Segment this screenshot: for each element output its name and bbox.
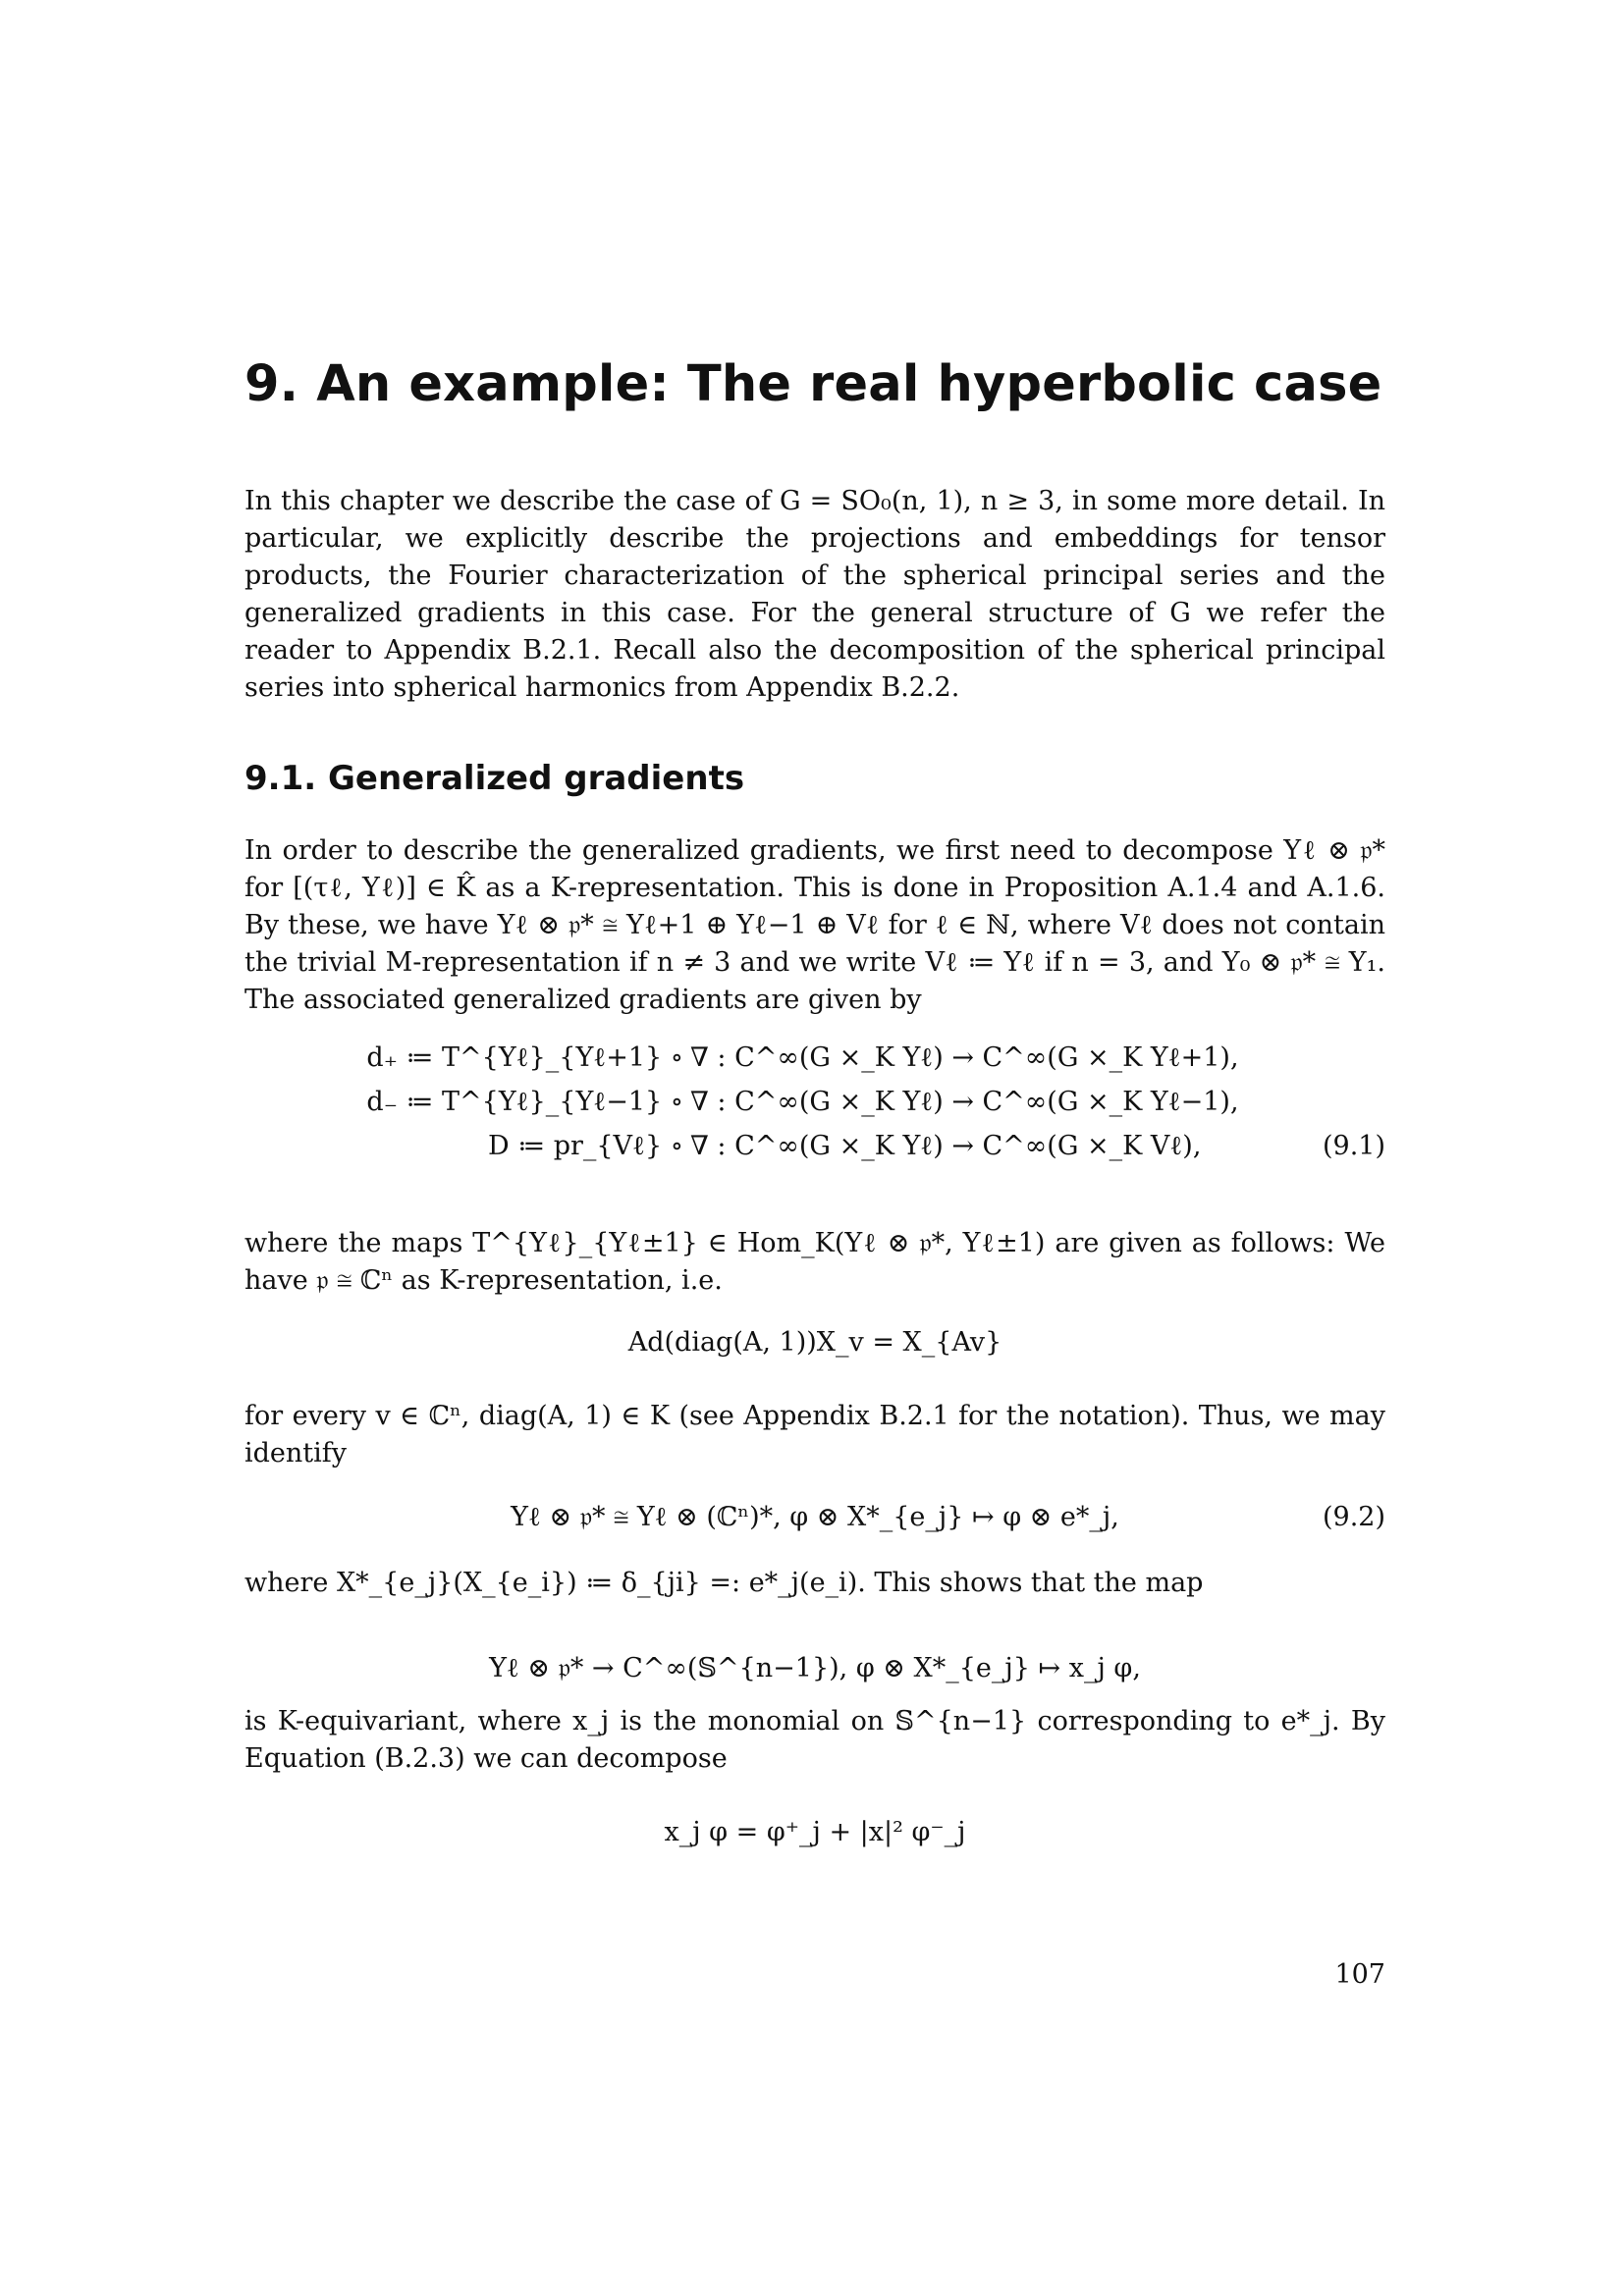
section-paragraph-4: where X*_{e_j}(X_{e_i}) ≔ δ_{ji} =: e*_j(e_i). This shows that the map	[244, 1568, 1204, 1598]
equation-9-2-text: Yℓ ⊗ 𝔭* ≅ Yℓ ⊗ (ℂⁿ)*, φ ⊗ X*_{e_j} ↦ φ ⊗ e*_j,	[511, 1502, 1119, 1532]
equation-lhs: D ≔ pr_{Vℓ} ∘	[487, 1131, 683, 1161]
equation-rhs: ∇ : C^∞(G ×_K Yℓ) → C^∞(G ×_K Yℓ+1),	[690, 1042, 1239, 1073]
equation-line	[244, 1039, 1385, 1078]
section-paragraph-2: where the maps T^{Yℓ}_{Yℓ±1} ∈ Hom_K(Yℓ ⊗ 𝔭*, Yℓ±1) are given as follows: We have 𝔭 ≅ ℂⁿ as K-representation, i.e.	[244, 1228, 1385, 1296]
equation-decompose	[244, 1813, 1385, 1852]
section-paragraph-5: is K-equivariant, where x_j is the monomial on 𝕊^{n−1} corresponding to e*_j. By Equation (B.2.3) we can decompose	[244, 1706, 1385, 1774]
chapter-title: 9. An example: The real hyperbolic case	[244, 355, 1382, 413]
equation-line	[244, 1127, 1385, 1166]
equation-decompose-text: x_j φ = φ⁺_j + |x|² φ⁻_j	[664, 1817, 966, 1847]
equation-lhs: d₊ ≔ T^{Yℓ}_{Yℓ+1} ∘	[366, 1042, 683, 1073]
equation-line	[244, 1083, 1385, 1122]
equation-map	[244, 1649, 1385, 1688]
equation-map-text: Yℓ ⊗ 𝔭* → C^∞(𝕊^{n−1}), φ ⊗ X*_{e_j} ↦ x_j φ,	[489, 1653, 1141, 1683]
equation-number: (9.2)	[1322, 1502, 1385, 1532]
equation-ad	[244, 1323, 1385, 1362]
page-number: 107	[1334, 1959, 1385, 1990]
equation-rhs: ∇ : C^∞(G ×_K Yℓ) → C^∞(G ×_K Yℓ−1),	[690, 1087, 1239, 1117]
equation-9-2	[244, 1498, 1385, 1537]
equation-number: (9.1)	[1322, 1131, 1385, 1161]
section-title: 9.1. Generalized gradients	[244, 759, 745, 798]
section-paragraph-1: In order to describe the generalized gradients, we first need to decompose Yℓ ⊗ 𝔭* for [(τℓ, Yℓ)] ∈ K̂ as a K-representation. This is done in Proposition A.1.4 and A.1.6. By these, we have Yℓ ⊗ 𝔭* ≅ Yℓ+1 ⊕ Yℓ−1 ⊕ Vℓ for ℓ ∈ ℕ, where Vℓ does not contain the trivial M-representation if n ≠ 3 and we write Vℓ ≔ Yℓ if n = 3, and Y₀ ⊗ 𝔭* ≅ Y₁. The associated generalized gradients are given by	[244, 835, 1385, 1015]
section-paragraph-3: for every v ∈ ℂⁿ, diag(A, 1) ∈ K (see Appendix B.2.1 for the notation). Thus, we may identify	[244, 1401, 1385, 1468]
equation-rhs: ∇ : C^∞(G ×_K Yℓ) → C^∞(G ×_K Vℓ),	[690, 1131, 1202, 1161]
equation-lhs: d₋ ≔ T^{Yℓ}_{Yℓ−1} ∘	[366, 1087, 683, 1117]
intro-paragraph: In this chapter we describe the case of G = SO₀(n, 1), n ≥ 3, in some more detail. In particular, we explicitly describe the projections and embeddings for tensor products, the Fourier characterization of the spherical principal series and the generalized gradients in this case. For the general structure of G we refer the reader to Appendix B.2.1. Recall also the decomposition of the spherical principal series into spherical harmonics from Appendix B.2.2.	[244, 486, 1385, 703]
equation-ad-text: Ad(diag(A, 1))X_v = X_{Av}	[627, 1327, 1002, 1358]
